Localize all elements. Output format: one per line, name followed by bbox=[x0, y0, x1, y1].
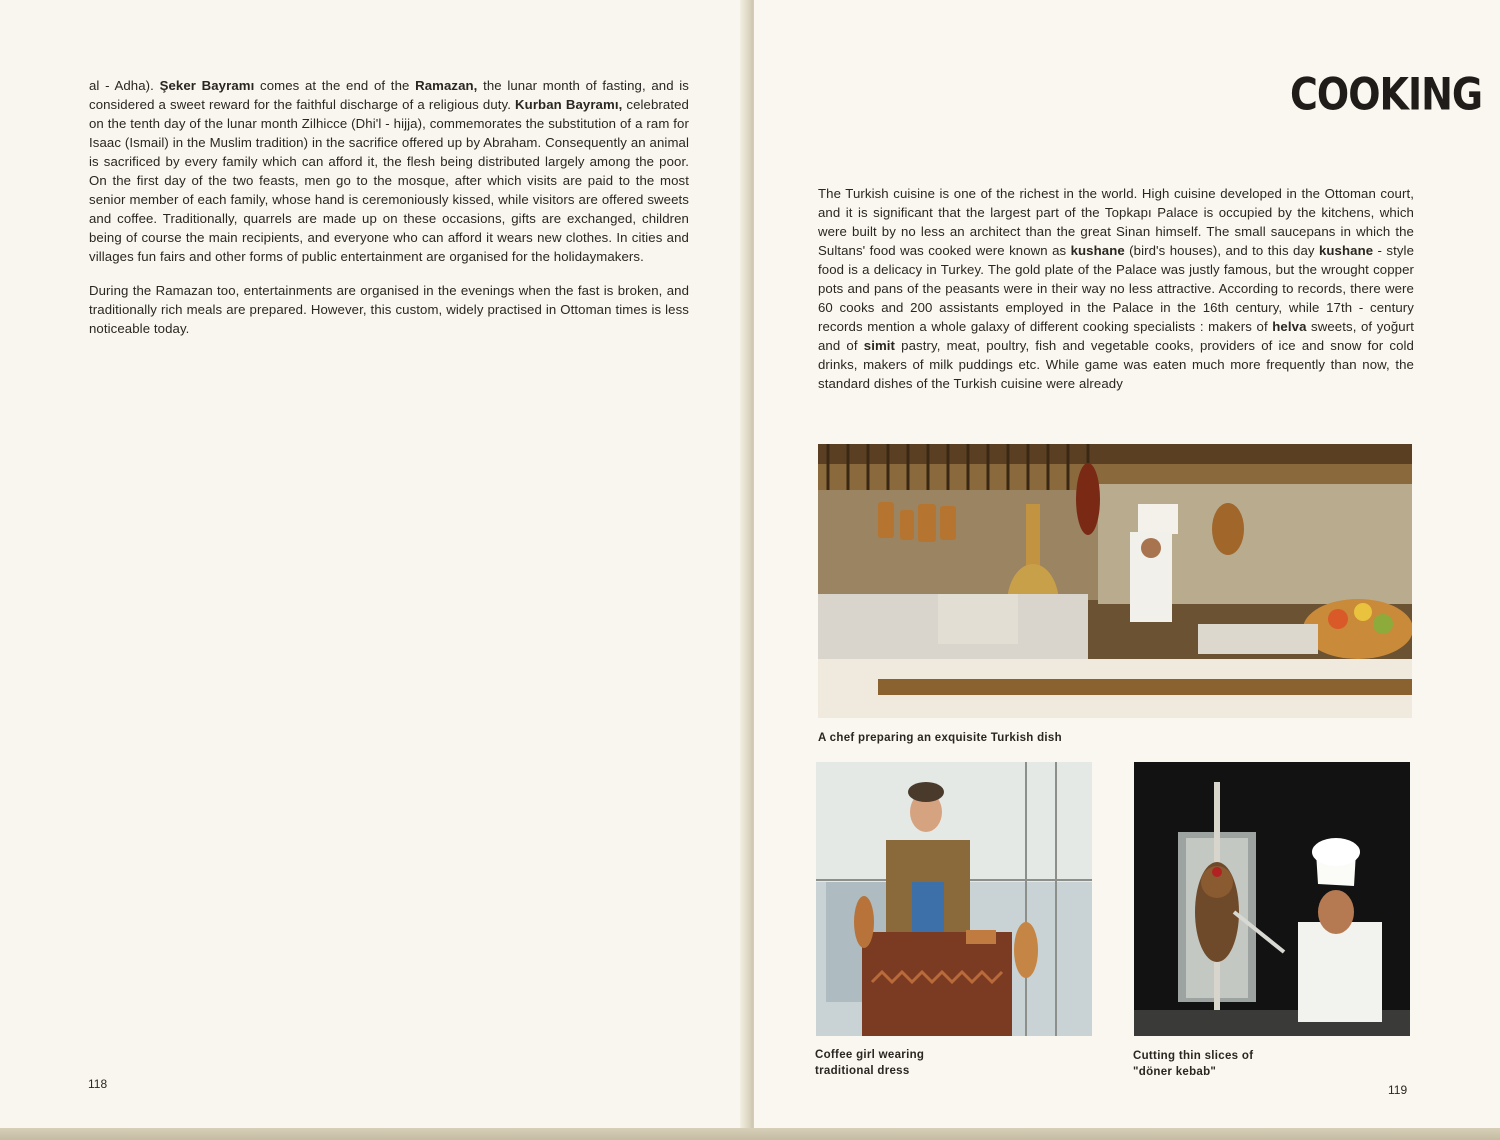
left-body-text bbox=[89, 76, 689, 353]
bold-term: simit bbox=[863, 338, 896, 353]
left-page-number: 118 bbox=[88, 1077, 108, 1091]
doner-kebab-photo bbox=[1134, 762, 1410, 1036]
text-run: (bird's houses), and to this day bbox=[1124, 243, 1319, 258]
bold-term: kushane bbox=[1318, 243, 1374, 258]
text-run: comes at the end of the bbox=[254, 78, 416, 93]
bold-term: Ramazan, bbox=[415, 78, 478, 93]
coffee-girl-photo bbox=[816, 762, 1092, 1036]
text-run: the lunar month of fasting, and is considered a sweet reward for the faithful discharge of a religious duty. bbox=[89, 78, 689, 112]
text-run: pastry, meat, poultry, fish and vegetable cooks, providers of ice and snow for cold drinks, makers of milk puddings etc. While game was eaten much more frequently than now, the standard dishes of the Turkish cuisine were already bbox=[818, 338, 1414, 391]
text-run: al - Adha). bbox=[89, 78, 160, 93]
bold-term: kushane bbox=[1070, 243, 1125, 258]
chef-photo-caption: A chef preparing an exquisite Turkish dish bbox=[818, 732, 1062, 744]
text-run: During the Ramazan too, entertainments are organised in the evenings when the fast is broken, and traditionally rich meals are prepared. However, this custom, widely practised in Ottoman times is less noticeable today. bbox=[89, 283, 689, 336]
left-page bbox=[0, 0, 748, 1128]
text-run: - style food is a delicacy in Turkey. The gold plate of the Palace was justly famous, but the wrought copper pots and pans of the peasants were in their way no less attractive. According to records, there were 60 cooks and 200 assistants employed in the Palace in the 16th century, while 17th - century records mention a whole galaxy of different cooking specialists : makers of bbox=[818, 243, 1415, 334]
text-run: sweets, of yoğurt and of bbox=[818, 319, 1414, 353]
body-paragraph bbox=[89, 76, 689, 266]
coffee-girl-caption: Coffee girl wearing traditional dress bbox=[815, 1049, 925, 1077]
chef-kitchen-photo bbox=[818, 444, 1412, 718]
chapter-title: COOKING bbox=[1290, 68, 1483, 120]
body-paragraph bbox=[89, 281, 689, 338]
text-run: The Turkish cuisine is one of the richest in the world. High cuisine developed in the Ottoman court, and it is significant that the largest part of the Topkapı Palace is occupied by the kitchens, which were built by no less an architect than the great Sinan himself. The small saucepans in which the Sultans' food was cooked were known as bbox=[818, 186, 1414, 258]
body-paragraph bbox=[818, 184, 1414, 393]
right-body-text bbox=[818, 184, 1414, 408]
bold-term: Kurban Bayramı, bbox=[515, 97, 623, 112]
doner-kebab-caption: Cutting thin slices of "döner kebab" bbox=[1133, 1050, 1254, 1078]
book-bottom-edge bbox=[0, 1128, 1500, 1140]
bold-term: Şeker Bayramı bbox=[159, 78, 255, 93]
text-run: celebrated on the tenth day of the lunar month Zilhicce (Dhi'l - hijja), commemorates the substitution of a ram for Isaac (Ismail) in the Muslim tradition) in the sacrifice offered up by Abraham. Consequently an animal is sacrificed by every family which can afford it, the flesh being distributed largely among the poor. On the first day of the two feasts, men go to the mosque, after which visits are paid to the most senior member of each family, whose hand is ceremoniously kissed, while visitors are offered sweets and coffee. Traditionally, quarrels are made up on these occasions, gifts are exchanged, children being of course the main recipients, and everyone who can afford it wears new clothes. In cities and villages fun fairs and other forms of public entertainment are organised for the holidaymakers. bbox=[89, 97, 689, 264]
bold-term: helva bbox=[1272, 319, 1307, 334]
right-page-number: 119 bbox=[1388, 1083, 1408, 1097]
